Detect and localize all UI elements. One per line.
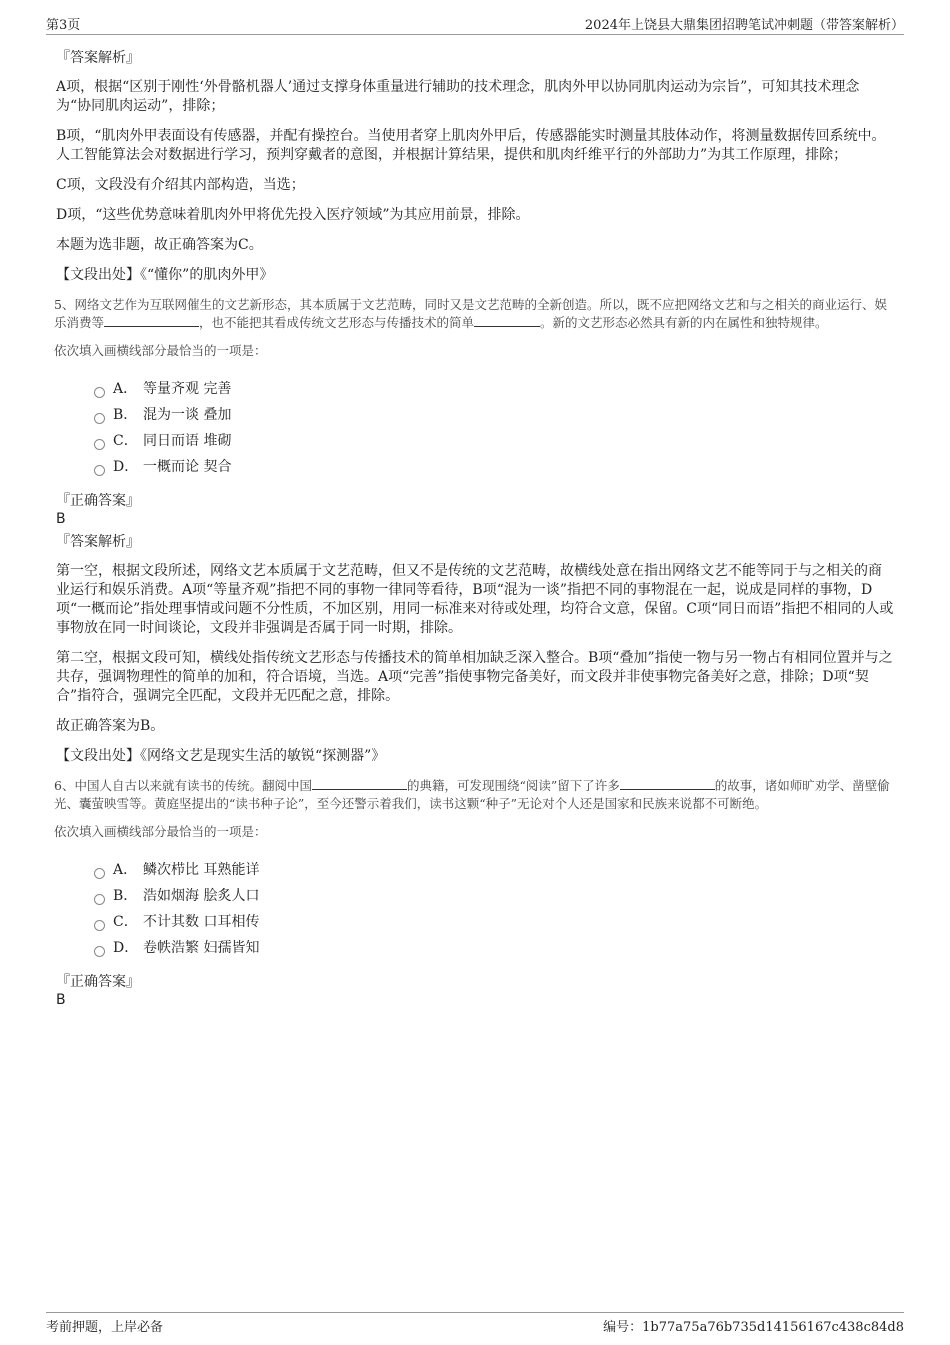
q5-option-a[interactable]: A． 等量齐观 完善 <box>94 376 894 402</box>
page-footer <box>46 1312 904 1335</box>
q5-answer-label: 『正确答案』 <box>56 493 140 509</box>
q5-stem-part1: 5、网络文艺作为互联网催生的文艺新形态，其本质属于文艺范畴，同时又是文艺范畴的全新创造。所以，既不应把网络文艺和与之相关的商业运行、娱乐消费等 <box>54 297 887 330</box>
q5-analysis-label: 『答案解析』 <box>56 534 140 550</box>
q5-option-c[interactable]: C． 同日而语 堆砌 <box>94 428 894 454</box>
blank-2 <box>620 777 715 790</box>
blank-1 <box>104 314 199 327</box>
blank-2 <box>474 314 540 327</box>
radio-icon[interactable] <box>94 894 105 905</box>
q5-conclusion: 故正确答案为B。 <box>56 718 165 734</box>
q4-conclusion: 本题为选非题，故正确答案为C。 <box>56 237 263 253</box>
q5-source: 【文段出处】《网络文艺是现实生活的敏锐“探测器”》 <box>56 748 386 764</box>
q6-option-d[interactable]: D． 卷帙浩繁 妇孺皆知 <box>94 935 894 961</box>
q5-prompt: 依次填入画横线部分最恰当的一项是： <box>54 343 267 358</box>
page-header <box>46 14 904 35</box>
q5-options <box>94 376 894 480</box>
q6-stem <box>54 777 894 813</box>
radio-icon[interactable] <box>94 946 105 957</box>
q6-option-a[interactable]: A． 鳞次栉比 耳熟能详 <box>94 857 894 883</box>
q5-analysis-1: 第一空，根据文段所述，网络文艺本质属于文艺范畴，但又不是传统的文艺范畴，故横线处意在指出网络文艺不能等同于与之相关的商业运行和娱乐消费。A项“等量齐观”指把不同的事物一律同等看待，B项“混为一谈”指把不同的事物混在一起，说成是同样的事物，D项“一概而论”指处理事情或问题不分性质，不加区别，用同一标准来对待或处理，均符合文意，保留。C项“同日而语”指把不相同的人或事物放在同一时间谈论，文段并非强调是否属于同一时期，排除。 <box>56 563 894 636</box>
q6-answer: B <box>56 992 66 1008</box>
document-title: 2024年上饶县大鼎集团招聘笔试冲刺题（带答案解析） <box>584 18 904 33</box>
q4-analysis-c: C项，文段没有介绍其内部构造，当选； <box>56 177 305 193</box>
q5-analysis-2: 第二空，根据文段可知，横线处指传统文艺形态与传播技术的简单相加缺乏深入整合。B项“叠加”指使一物与另一物占有相同位置并与之共存，强调物理性的简单的加和，符合语境，当选。A项“完善”指使事物完备美好，而文段并非使事物完备美好之意，排除；D项“契合”指符合，强调完全匹配，文段并无匹配之意，排除。 <box>56 650 893 704</box>
radio-icon[interactable] <box>94 439 105 450</box>
radio-icon[interactable] <box>94 387 105 398</box>
q6-prompt: 依次填入画横线部分最恰当的一项是： <box>54 824 267 839</box>
q6-options <box>94 857 894 961</box>
q4-analysis-a: A项，根据“区别于刚性‘外骨骼机器人’通过支撑身体重量进行辅助的技术理念，肌肉外甲以协同肌肉运动为宗旨”，可知其技术理念为“协同肌肉运动”，排除； <box>56 79 860 114</box>
page-number: 第3页 <box>46 18 81 33</box>
q6-stem-part1: 6、中国人自古以来就有读书的传统。翻阅中国 <box>54 778 312 793</box>
page-content <box>56 44 894 1013</box>
q5-stem <box>54 296 894 332</box>
q4-analysis-label: 『答案解析』 <box>56 50 140 66</box>
q6-stem-part2: 的典籍，可发现围绕“阅读”留下了许多 <box>406 778 620 793</box>
radio-icon[interactable] <box>94 465 105 476</box>
q4-analysis-b: B项，“肌肉外甲表面设有传感器，并配有操控台。当使用者穿上肌肉外甲后，传感器能实时测量其肢体动作，将测量数据传回系统中。人工智能算法会对数据进行学习，预判穿戴者的意图，并根据计算结果，提供和肌肉纤维平行的外部助力”为其工作原理，排除； <box>56 128 886 163</box>
q6-answer-label: 『正确答案』 <box>56 974 140 990</box>
q6-option-b[interactable]: B． 浩如烟海 脍炙人口 <box>94 883 894 909</box>
q5-answer: B <box>56 511 66 527</box>
radio-icon[interactable] <box>94 920 105 931</box>
q5-option-b[interactable]: B． 混为一谈 叠加 <box>94 402 894 428</box>
q4-analysis-d: D项，“这些优势意味着肌肉外甲将优先投入医疗领域”为其应用前景，排除。 <box>56 207 530 223</box>
q6-option-c[interactable]: C． 不计其数 口耳相传 <box>94 909 894 935</box>
blank-1 <box>312 777 407 790</box>
radio-icon[interactable] <box>94 868 105 879</box>
radio-icon[interactable] <box>94 413 105 424</box>
q5-option-d[interactable]: D． 一概而论 契合 <box>94 454 894 480</box>
q5-stem-part2: ，也不能把其看成传统文艺形态与传播技术的简单 <box>199 315 475 330</box>
q6-stem-part3: 的故事，诸如师旷劝学、凿壁偷光、囊萤映雪等。黄庭坚提出的“读书种子论”，至今还警示着我们，读书这颗“种子”无论对个人还是国家和民族来说都不可断绝。 <box>54 778 890 811</box>
document-code: 编号：1b77a75a76b735d14156167c438c84d8 <box>603 1320 904 1335</box>
q4-source: 【文段出处】《“懂你”的肌肉外甲》 <box>56 267 274 283</box>
footer-slogan: 考前押题，上岸必备 <box>46 1320 164 1335</box>
q5-stem-part3: 。新的文艺形态必然具有新的内在属性和独特规律。 <box>540 315 828 330</box>
